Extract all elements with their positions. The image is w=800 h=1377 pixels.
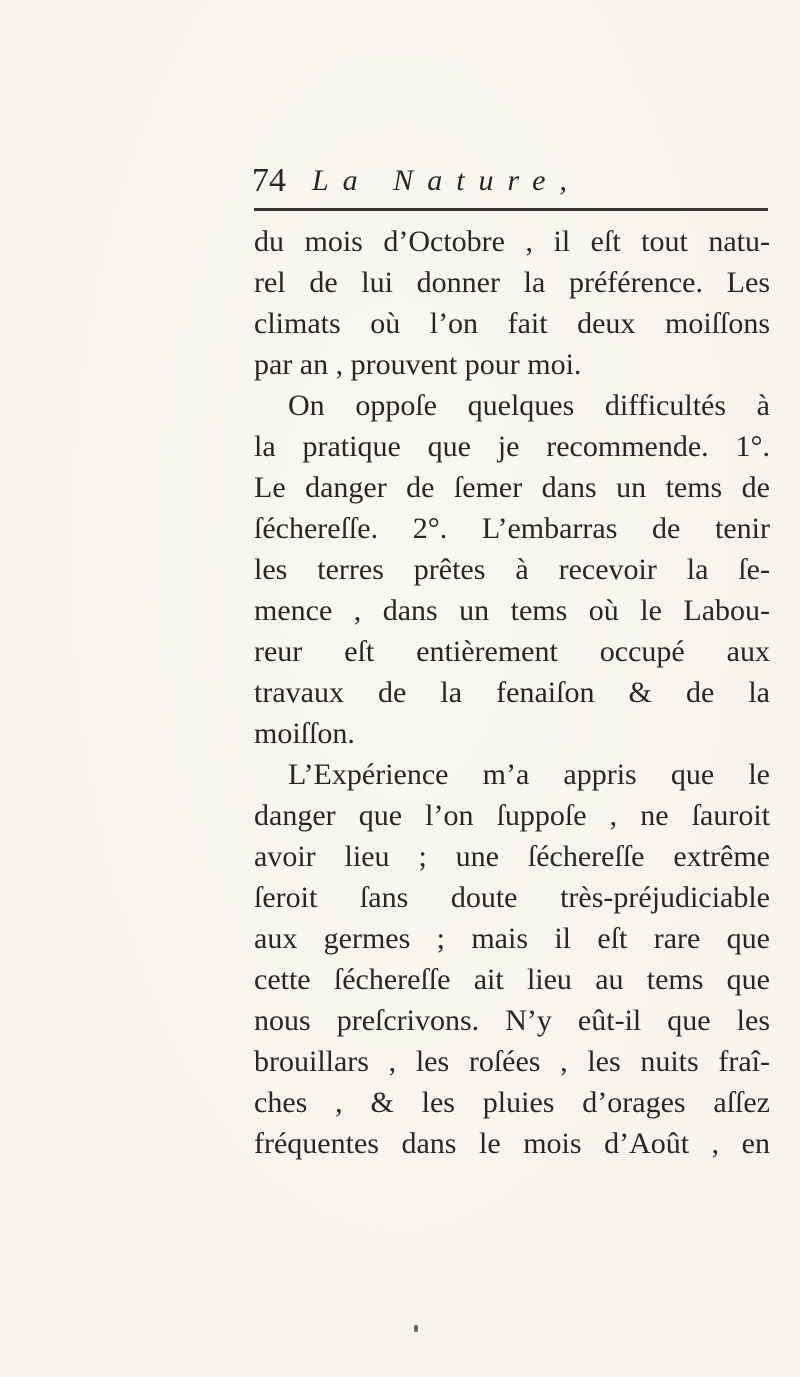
text-line: fréquentes dans le mois d’Août , en bbox=[254, 1127, 770, 1160]
text-line: nous preſcrivons. N’y eût-il que les bbox=[254, 1004, 770, 1037]
text-line: rel de lui donner la préférence. Les bbox=[254, 266, 770, 299]
ink-speck bbox=[414, 1325, 418, 1332]
running-title: La Nature, bbox=[312, 164, 581, 197]
text-line: brouillars , les roſées , les nuits fraî- bbox=[254, 1045, 770, 1078]
text-line: reur eſt entièrement occupé aux bbox=[254, 635, 770, 668]
text-line: travaux de la fenaiſon & de la bbox=[254, 676, 770, 709]
text-line: ches , & les pluies d’orages aſſez bbox=[254, 1086, 770, 1119]
text-line: climats où l’on fait deux moiſſons bbox=[254, 307, 770, 340]
text-line: mence , dans un tems où le Labou- bbox=[254, 594, 770, 627]
header-rule bbox=[254, 208, 768, 211]
page-number: 74 bbox=[252, 162, 286, 199]
body-text bbox=[254, 221, 770, 1164]
text-line: aux germes ; mais il eſt rare que bbox=[254, 922, 770, 955]
text-line: avoir lieu ; une ſéchereſſe extrême bbox=[254, 840, 770, 873]
text-line: par an , prouvent pour moi. bbox=[254, 348, 582, 381]
text-line: On oppoſe quelques difficultés à bbox=[288, 389, 770, 422]
text-line: L’Expérience m’a appris que le bbox=[288, 758, 770, 791]
text-line: ſéchereſſe. 2°. L’embarras de tenir bbox=[254, 512, 770, 545]
text-line: ſeroit ſans doute très-préjudiciable bbox=[254, 881, 770, 914]
text-line: du mois d’Octobre , il eſt tout natu- bbox=[254, 225, 770, 258]
page-header bbox=[252, 158, 772, 204]
text-line: moiſſon. bbox=[254, 717, 355, 750]
text-line: Le danger de ſemer dans un tems de bbox=[254, 471, 770, 504]
text-line: les terres prêtes à recevoir la ſe- bbox=[254, 553, 770, 586]
text-line: cette ſéchereſſe ait lieu au tems que bbox=[254, 963, 770, 996]
text-line: danger que l’on ſuppoſe , ne ſauroit bbox=[254, 799, 770, 832]
text-line: la pratique que je recommende. 1°. bbox=[254, 430, 770, 463]
